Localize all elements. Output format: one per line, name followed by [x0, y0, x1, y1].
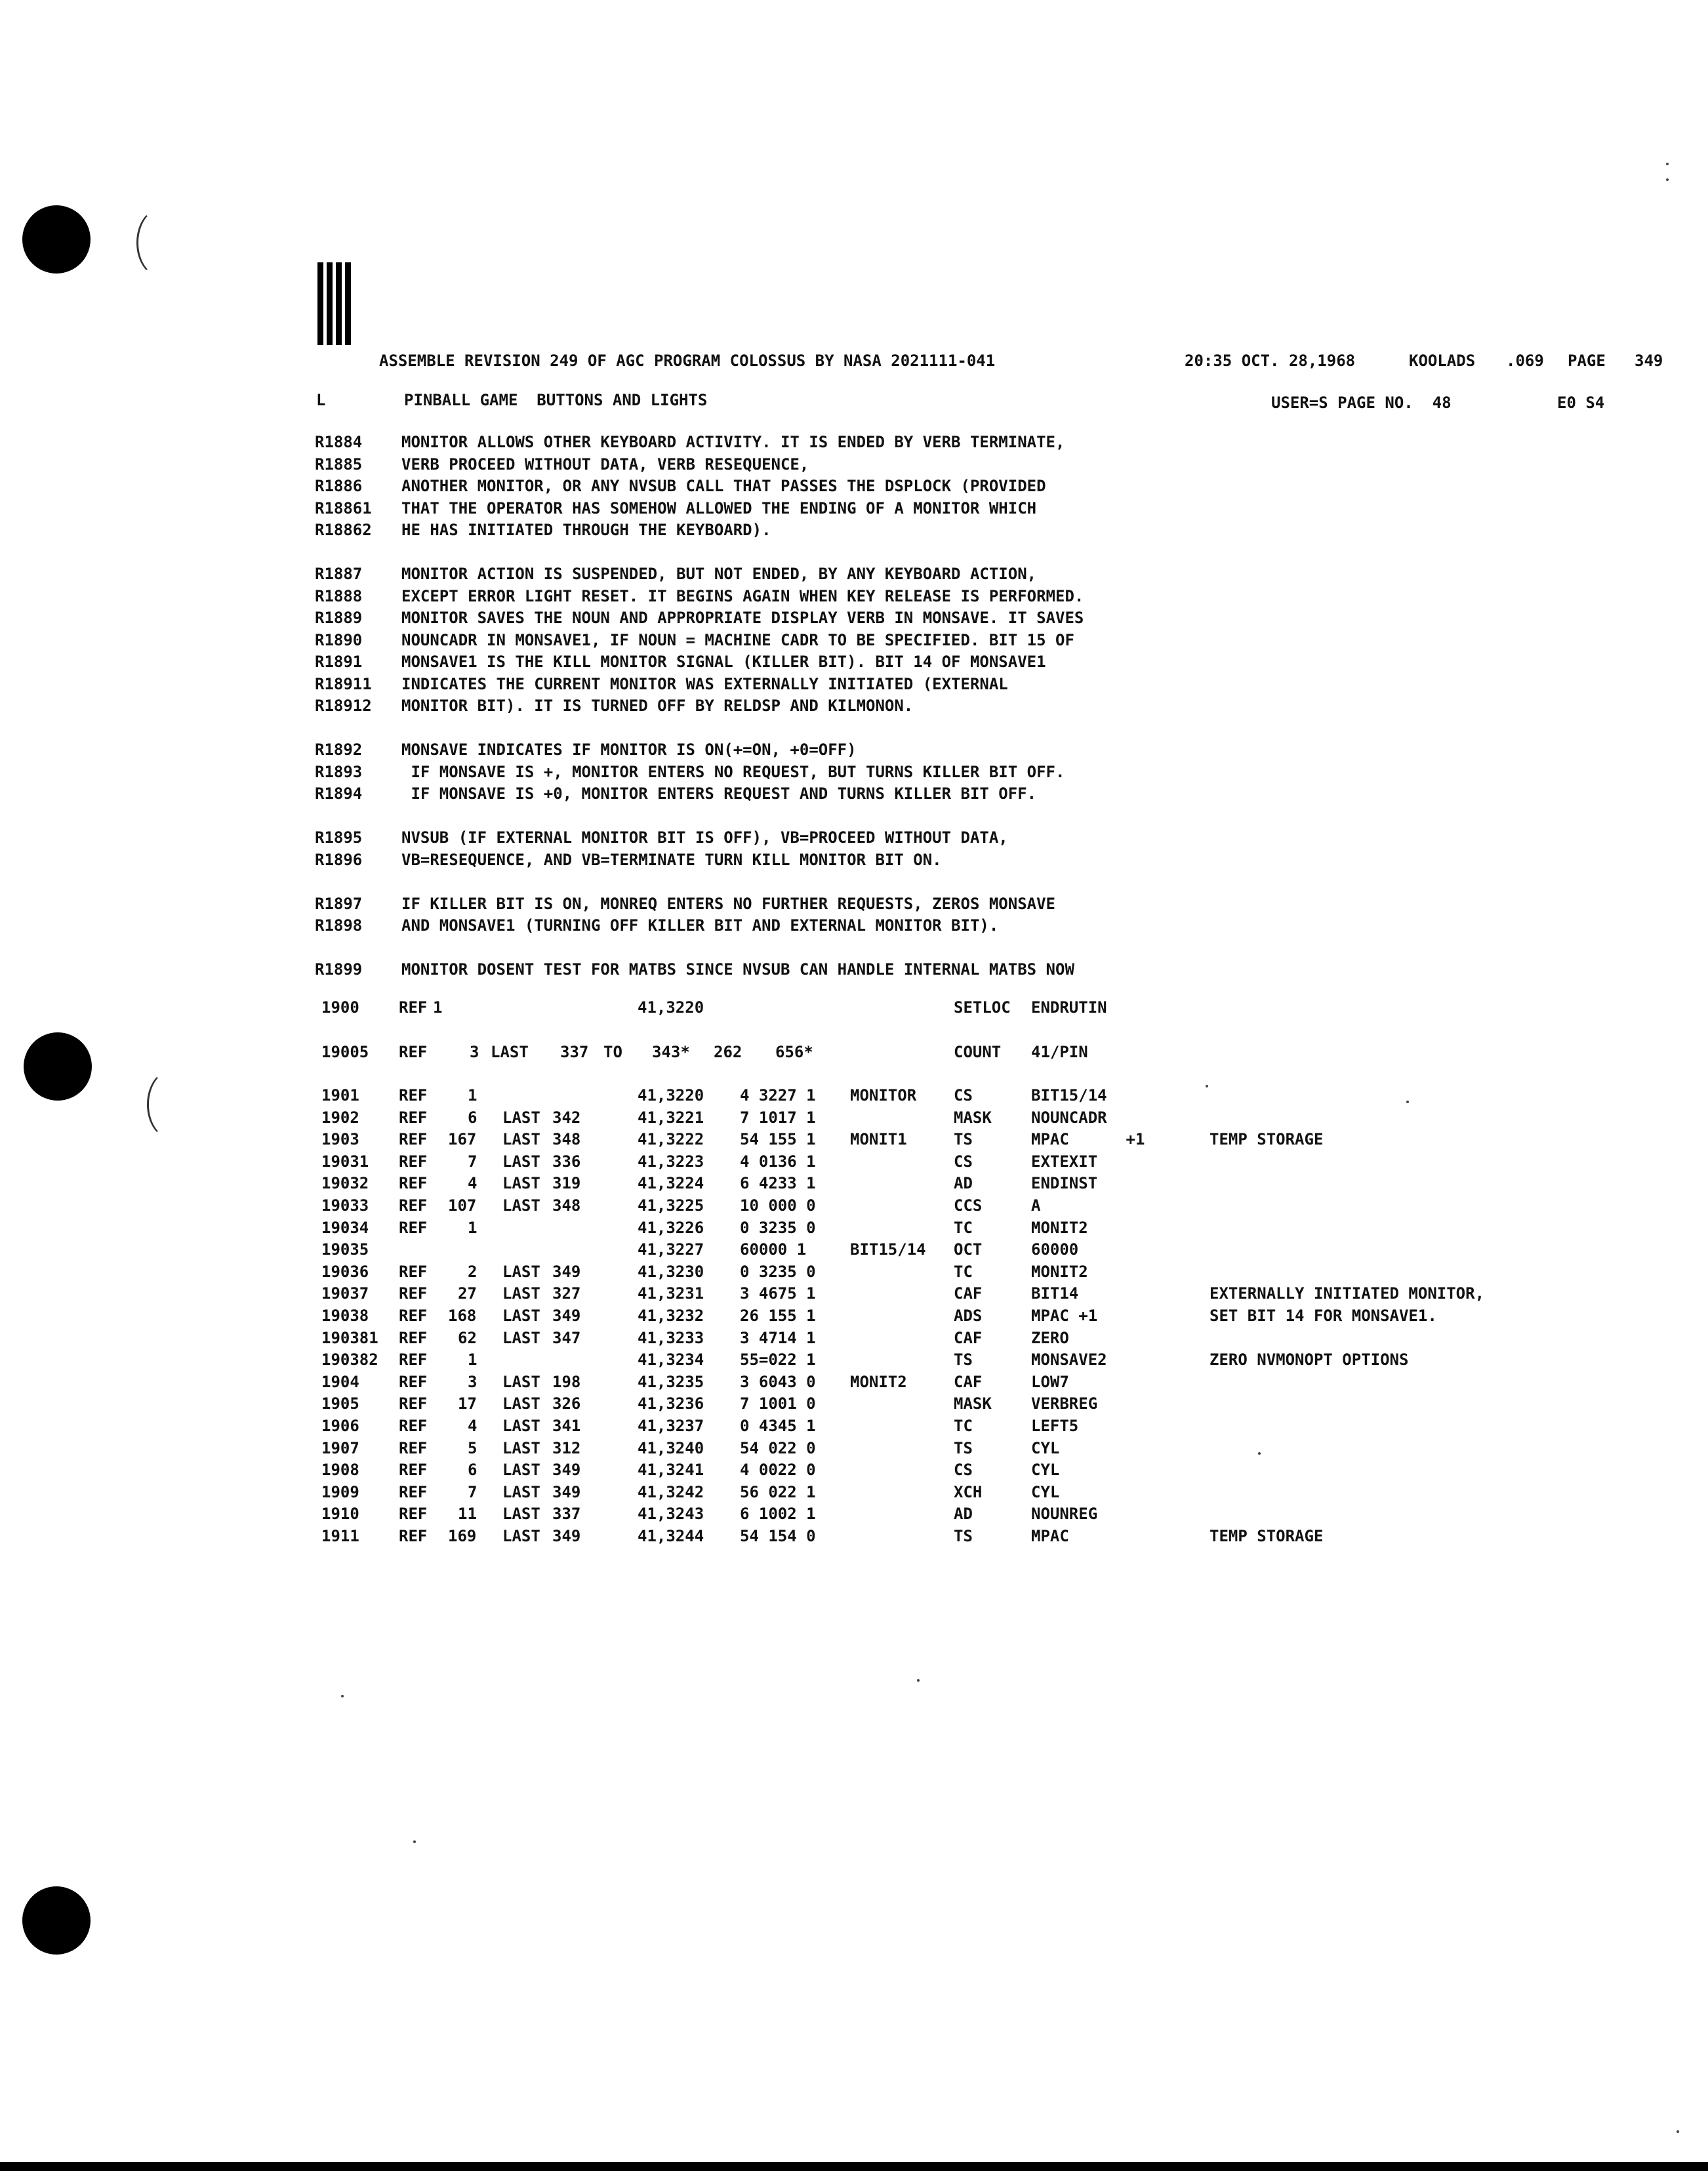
object-word: 10 000 0: [740, 1196, 816, 1215]
line-comment: ZERO NVMONOPT OPTIONS: [1210, 1350, 1409, 1369]
object-word: 26 155 1: [740, 1307, 816, 1325]
ref-tag: REF: [399, 1174, 428, 1192]
last-number: 336: [552, 1152, 581, 1171]
object-word: 3 6043 0: [740, 1373, 816, 1391]
last-tag: LAST: [502, 1174, 540, 1192]
ref-tag: REF: [399, 1284, 428, 1303]
comment-seq: R1889: [315, 609, 363, 627]
to-end: 656*: [775, 1043, 813, 1061]
object-word: 3 4675 1: [740, 1284, 816, 1303]
operand: MPAC: [1031, 1527, 1069, 1545]
comment-seq: R1892: [315, 741, 363, 759]
last-number: 342: [552, 1108, 581, 1127]
seq-number: 1905: [321, 1394, 359, 1413]
address: 41,3226: [638, 1219, 704, 1237]
opcode: AD: [954, 1174, 973, 1192]
table-row: [0, 1373, 1708, 1394]
scan-speck: [917, 1679, 920, 1682]
punch-hole-bottom: [22, 1886, 91, 1955]
last-number: 337: [560, 1043, 589, 1061]
ref-count: 4: [468, 1417, 478, 1435]
scan-speck: [1677, 2130, 1679, 2133]
operand: ENDRUTIN: [1031, 998, 1107, 1017]
comment-seq: R1899: [315, 960, 363, 979]
line-comment: EXTERNALLY INITIATED MONITOR,: [1210, 1284, 1485, 1303]
comment-seq: R1885: [315, 455, 363, 474]
operand: CYL: [1031, 1461, 1060, 1479]
address: 41,3237: [638, 1417, 704, 1435]
comment-seq: R18911: [315, 675, 372, 693]
address: 41,3225: [638, 1196, 704, 1215]
last-tag: LAST: [502, 1307, 540, 1325]
header-page-number: 349: [1635, 352, 1663, 370]
operand: BIT14: [1031, 1284, 1079, 1303]
ref-count: 7: [468, 1152, 478, 1171]
comment-seq: R1886: [315, 477, 363, 495]
object-word: 56 022 1: [740, 1483, 816, 1501]
last-number: 347: [552, 1329, 581, 1347]
object-word: 0 3235 0: [740, 1263, 816, 1281]
operand: ZERO: [1031, 1329, 1069, 1347]
line-comment: SET BIT 14 FOR MONSAVE1.: [1210, 1307, 1437, 1325]
address: 41,3230: [638, 1263, 704, 1281]
table-row: [0, 1219, 1708, 1240]
last-tag: LAST: [502, 1394, 540, 1413]
ref-tag: REF: [399, 1527, 428, 1545]
scan-speck: [1406, 1101, 1409, 1103]
ref-tag: REF: [399, 1417, 428, 1435]
operand: CYL: [1031, 1439, 1060, 1457]
opcode: TS: [954, 1350, 973, 1369]
last-number: 349: [552, 1307, 581, 1325]
table-row: [0, 1174, 1708, 1195]
comment-text: HE HAS INITIATED THROUGH THE KEYBOARD).: [401, 521, 771, 539]
table-row: [0, 1439, 1708, 1460]
comment-seq: R18861: [315, 499, 372, 517]
table-row: [0, 1329, 1708, 1350]
header-datetime: 20:35 OCT. 28,1968: [1185, 352, 1356, 370]
last-tag: LAST: [502, 1284, 540, 1303]
ref-count: 107: [448, 1196, 477, 1215]
object-word: 4 0136 1: [740, 1152, 816, 1171]
opcode: TC: [954, 1263, 973, 1281]
operand: ENDINST: [1031, 1174, 1098, 1192]
ref-tag: REF: [399, 1043, 428, 1061]
last-tag: LAST: [502, 1483, 540, 1501]
ref-count: 17: [458, 1394, 477, 1413]
ref-count: 27: [458, 1284, 477, 1303]
opcode: TS: [954, 1439, 973, 1457]
seq-number: 19005: [321, 1043, 369, 1061]
ref-tag: REF: [399, 1439, 428, 1457]
last-tag: LAST: [502, 1196, 540, 1215]
to-mid: 262: [714, 1043, 742, 1061]
last-number: 326: [552, 1394, 581, 1413]
opcode: ADS: [954, 1307, 983, 1325]
seq-number: 19035: [321, 1240, 369, 1259]
label: MONITOR: [850, 1086, 917, 1105]
ref-tag: REF: [399, 998, 428, 1017]
ref-count: 6: [468, 1461, 478, 1479]
address: 41,3231: [638, 1284, 704, 1303]
ref-tag: REF: [399, 1196, 428, 1215]
address: 41,3227: [638, 1240, 704, 1259]
header-page-label: PAGE: [1568, 352, 1606, 370]
operand: VERBREG: [1031, 1394, 1098, 1413]
last-tag: LAST: [491, 1043, 529, 1061]
ref-tag: REF: [399, 1505, 428, 1523]
address: 41,3220: [638, 1086, 704, 1105]
opcode: CS: [954, 1086, 973, 1105]
seq-number: 1903: [321, 1130, 359, 1148]
ref-count: 5: [468, 1439, 478, 1457]
address: 41,3243: [638, 1505, 704, 1523]
last-tag: LAST: [502, 1527, 540, 1545]
last-number: 348: [552, 1130, 581, 1148]
last-tag: LAST: [502, 1461, 540, 1479]
ref-tag: REF: [399, 1086, 428, 1105]
operand: LEFT5: [1031, 1417, 1079, 1435]
last-tag: LAST: [502, 1505, 540, 1523]
ref-tag: REF: [399, 1263, 428, 1281]
count-row: [0, 1043, 1708, 1064]
comment-text: INDICATES THE CURRENT MONITOR WAS EXTERNALLY INITIATED (EXTERNAL: [401, 675, 1008, 693]
scan-speck: [341, 1695, 344, 1697]
to-start: 343*: [652, 1043, 690, 1061]
table-row: [0, 1196, 1708, 1217]
object-word: 54 154 0: [740, 1527, 816, 1545]
page-bottom-edge: [0, 2162, 1708, 2171]
table-row: [0, 1284, 1708, 1305]
comment-text: IF KILLER BIT IS ON, MONREQ ENTERS NO FURTHER REQUESTS, ZEROS MONSAVE: [401, 895, 1055, 913]
address: 41,3233: [638, 1329, 704, 1347]
comment-seq: R18862: [315, 521, 372, 539]
last-tag: LAST: [502, 1152, 540, 1171]
ref-count: 7: [468, 1483, 478, 1501]
address: 41,3224: [638, 1174, 704, 1192]
comment-seq: R1896: [315, 851, 363, 869]
comment-text: IF MONSAVE IS +0, MONITOR ENTERS REQUEST AND TURNS KILLER BIT OFF.: [401, 784, 1037, 803]
seq-number: 1907: [321, 1439, 359, 1457]
opcode: COUNT: [954, 1043, 1002, 1061]
comment-text: ANOTHER MONITOR, OR ANY NVSUB CALL THAT PASSES THE DSPLOCK (PROVIDED: [401, 477, 1046, 495]
last-tag: LAST: [502, 1263, 540, 1281]
last-number: 349: [552, 1263, 581, 1281]
ref-count: 3: [470, 1043, 479, 1061]
ref-tag: REF: [399, 1461, 428, 1479]
last-number: 319: [552, 1174, 581, 1192]
seq-number: 19033: [321, 1196, 369, 1215]
operand: CYL: [1031, 1483, 1060, 1501]
address: 41,3240: [638, 1439, 704, 1457]
object-word: 0 4345 1: [740, 1417, 816, 1435]
opcode: XCH: [954, 1483, 983, 1501]
object-word: 4 0022 0: [740, 1461, 816, 1479]
object-word: 6 4233 1: [740, 1174, 816, 1192]
table-row: [0, 1350, 1708, 1371]
scan-speck: [1206, 1085, 1208, 1087]
comment-text: EXCEPT ERROR LIGHT RESET. IT BEGINS AGAIN WHEN KEY RELEASE IS PERFORMED.: [401, 587, 1084, 605]
seq-number: 1910: [321, 1505, 359, 1523]
seq-number: 1902: [321, 1108, 359, 1127]
opcode: TC: [954, 1417, 973, 1435]
comment-text: AND MONSAVE1 (TURNING OFF KILLER BIT AND EXTERNAL MONITOR BIT).: [401, 916, 999, 935]
label: BIT15/14: [850, 1240, 926, 1259]
comment-text: NOUNCADR IN MONSAVE1, IF NOUN = MACHINE CADR TO BE SPECIFIED. BIT 15 OF: [401, 631, 1074, 649]
comment-seq: R1890: [315, 631, 363, 649]
operand: NOUNCADR: [1031, 1108, 1107, 1127]
ref-count: 168: [448, 1307, 477, 1325]
address: 41,3242: [638, 1483, 704, 1501]
ref-count: 4: [468, 1174, 478, 1192]
object-word: 6 1002 1: [740, 1505, 816, 1523]
opcode: TS: [954, 1130, 973, 1148]
seq-number: 1906: [321, 1417, 359, 1435]
opcode: MASK: [954, 1394, 992, 1413]
seq-number: 19036: [321, 1263, 369, 1281]
object-word: 54 155 1: [740, 1130, 816, 1148]
comment-text: MONITOR BIT). IT IS TURNED OFF BY RELDSP AND KILMONON.: [401, 697, 914, 715]
ref-count: 1: [468, 1086, 478, 1105]
table-row: [0, 1505, 1708, 1526]
object-word: 7 1001 0: [740, 1394, 816, 1413]
header-title: ASSEMBLE REVISION 249 OF AGC PROGRAM COLOSSUS BY NASA 2021111-041: [379, 352, 996, 370]
ref-tag: REF: [399, 1350, 428, 1369]
ref-tag: REF: [399, 1394, 428, 1413]
opcode: TC: [954, 1219, 973, 1237]
setloc-row: [0, 998, 1708, 1019]
label: MONIT2: [850, 1373, 907, 1391]
object-word: 54 022 0: [740, 1439, 816, 1457]
comment-text: THAT THE OPERATOR HAS SOMEHOW ALLOWED THE ENDING OF A MONITOR WHICH: [401, 499, 1037, 517]
last-tag: LAST: [502, 1130, 540, 1148]
comment-seq: R1895: [315, 828, 363, 847]
user-page: USER=S PAGE NO. 48: [1271, 394, 1452, 412]
comment-text: MONSAVE1 IS THE KILL MONITOR SIGNAL (KILLER BIT). BIT 14 OF MONSAVE1: [401, 653, 1046, 671]
last-number: 312: [552, 1439, 581, 1457]
comment-text: IF MONSAVE IS +, MONITOR ENTERS NO REQUEST, BUT TURNS KILLER BIT OFF.: [401, 763, 1065, 781]
last-tag: LAST: [502, 1439, 540, 1457]
comment-seq: R1891: [315, 653, 363, 671]
address: 41,3234: [638, 1350, 704, 1369]
line-comment: TEMP STORAGE: [1210, 1527, 1324, 1545]
punch-hole-arc-top: [136, 209, 184, 277]
last-number: 198: [552, 1373, 581, 1391]
object-word: 60000 1: [740, 1240, 807, 1259]
ref-tag: REF: [399, 1219, 428, 1237]
last-number: 337: [552, 1505, 581, 1523]
comment-text: MONITOR DOSENT TEST FOR MATBS SINCE NVSUB CAN HANDLE INTERNAL MATBS NOW: [401, 960, 1074, 979]
seq-number: 190381: [321, 1329, 378, 1347]
comment-text: NVSUB (IF EXTERNAL MONITOR BIT IS OFF), VB=PROCEED WITHOUT DATA,: [401, 828, 1008, 847]
label: MONIT1: [850, 1130, 907, 1148]
opcode: SETLOC: [954, 998, 1011, 1017]
comment-seq: R1894: [315, 784, 363, 803]
table-row: [0, 1527, 1708, 1548]
comment-seq: R1893: [315, 763, 363, 781]
last-number: 327: [552, 1284, 581, 1303]
opcode: AD: [954, 1505, 973, 1523]
tab-marker: [317, 262, 358, 345]
table-row: [0, 1152, 1708, 1173]
opcode: CAF: [954, 1373, 983, 1391]
comment-text: MONITOR SAVES THE NOUN AND APPROPRIATE DISPLAY VERB IN MONSAVE. IT SAVES: [401, 609, 1084, 627]
seq-number: 1908: [321, 1461, 359, 1479]
address: 41,3236: [638, 1394, 704, 1413]
comment-seq: R1884: [315, 433, 363, 451]
ref-count: 2: [468, 1263, 478, 1281]
seq-number: 1911: [321, 1527, 359, 1545]
address: 41,3244: [638, 1527, 704, 1545]
seq-number: 1900: [321, 998, 359, 1017]
table-row: [0, 1108, 1708, 1129]
address: 41,3232: [638, 1307, 704, 1325]
address: 41,3241: [638, 1461, 704, 1479]
address: 41,3220: [638, 998, 704, 1017]
opcode: CS: [954, 1461, 973, 1479]
object-word: 7 1017 1: [740, 1108, 816, 1127]
last-tag: LAST: [502, 1329, 540, 1347]
address: 41,3222: [638, 1130, 704, 1148]
table-row: [0, 1417, 1708, 1438]
punch-hole-top: [22, 205, 91, 274]
seq-number: 190382: [321, 1350, 378, 1369]
scan-speck: [1258, 1452, 1261, 1455]
comment-text: MONITOR ALLOWS OTHER KEYBOARD ACTIVITY. IT IS ENDED BY VERB TERMINATE,: [401, 433, 1065, 451]
last-number: 349: [552, 1483, 581, 1501]
ref-tag: REF: [399, 1152, 428, 1171]
table-row: [0, 1086, 1708, 1107]
comment-text: MONSAVE INDICATES IF MONITOR IS ON(+=ON, +0=OFF): [401, 741, 857, 759]
to-tag: TO: [603, 1043, 622, 1061]
table-row: [0, 1461, 1708, 1482]
table-row: [0, 1307, 1708, 1328]
comment-seq: R1888: [315, 587, 363, 605]
ref-count: 11: [458, 1505, 477, 1523]
header-code: .069: [1506, 352, 1544, 370]
object-word: 3 4714 1: [740, 1329, 816, 1347]
operand: MPAC +1: [1031, 1307, 1098, 1325]
operand: NOUNREG: [1031, 1505, 1098, 1523]
ref-tag: REF: [399, 1307, 428, 1325]
seq-number: 19034: [321, 1219, 369, 1237]
opcode: TS: [954, 1527, 973, 1545]
opcode: MASK: [954, 1108, 992, 1127]
ref-count: 6: [468, 1108, 478, 1127]
last-tag: LAST: [502, 1417, 540, 1435]
table-row: [0, 1240, 1708, 1261]
ref-count: 3: [468, 1373, 478, 1391]
ref-tag: REF: [399, 1483, 428, 1501]
scan-speck: [1666, 178, 1669, 181]
operand: MONIT2: [1031, 1263, 1088, 1281]
seq-number: 19038: [321, 1307, 369, 1325]
opcode: CAF: [954, 1329, 983, 1347]
operand: LOW7: [1031, 1373, 1069, 1391]
comment-seq: R1887: [315, 565, 363, 583]
opcode: OCT: [954, 1240, 983, 1259]
operand: MONSAVE2: [1031, 1350, 1107, 1369]
opcode: CS: [954, 1152, 973, 1171]
last-number: 341: [552, 1417, 581, 1435]
address: 41,3235: [638, 1373, 704, 1391]
ref-count: 169: [448, 1527, 477, 1545]
operand: A: [1031, 1196, 1041, 1215]
operand: MPAC +1: [1031, 1130, 1145, 1148]
object-word: 4 3227 1: [740, 1086, 816, 1105]
section-flag: L: [316, 391, 326, 409]
ref-count: 167: [448, 1130, 477, 1148]
operand: EXTEXIT: [1031, 1152, 1098, 1171]
table-row: [0, 1394, 1708, 1415]
last-number: 349: [552, 1527, 581, 1545]
ref-count: 1: [433, 998, 443, 1017]
comment-seq: R18912: [315, 697, 372, 715]
address: 41,3223: [638, 1152, 704, 1171]
comment-seq: R1898: [315, 916, 363, 935]
operand: 60000: [1031, 1240, 1079, 1259]
sheet-code: E0 S4: [1557, 394, 1605, 412]
seq-number: 19031: [321, 1152, 369, 1171]
comment-text: VB=RESEQUENCE, AND VB=TERMINATE TURN KILL MONITOR BIT ON.: [401, 851, 942, 869]
address: 41,3221: [638, 1108, 704, 1127]
table-row: [0, 1483, 1708, 1504]
seq-number: 1904: [321, 1373, 359, 1391]
comment-seq: R1897: [315, 895, 363, 913]
operand: MONIT2: [1031, 1219, 1088, 1237]
table-row: [0, 1263, 1708, 1284]
section-title: PINBALL GAME BUTTONS AND LIGHTS: [404, 391, 708, 409]
last-number: 349: [552, 1461, 581, 1479]
last-tag: LAST: [502, 1373, 540, 1391]
line-comment: TEMP STORAGE: [1210, 1130, 1324, 1148]
ref-count: 1: [468, 1350, 478, 1369]
scan-speck: [1666, 163, 1669, 165]
opcode: CCS: [954, 1196, 983, 1215]
ref-tag: REF: [399, 1329, 428, 1347]
last-number: 348: [552, 1196, 581, 1215]
table-row: [0, 1130, 1708, 1151]
object-word: 0 3235 0: [740, 1219, 816, 1237]
ref-tag: REF: [399, 1373, 428, 1391]
last-tag: LAST: [502, 1108, 540, 1127]
comment-text: VERB PROCEED WITHOUT DATA, VERB RESEQUENCE,: [401, 455, 809, 474]
seq-number: 19032: [321, 1174, 369, 1192]
comment-text: MONITOR ACTION IS SUSPENDED, BUT NOT ENDED, BY ANY KEYBOARD ACTION,: [401, 565, 1037, 583]
ref-count: 62: [458, 1329, 477, 1347]
operand: 41/PIN: [1031, 1043, 1088, 1061]
operand: BIT15/14: [1031, 1086, 1107, 1105]
ref-tag: REF: [399, 1130, 428, 1148]
opcode: CAF: [954, 1284, 983, 1303]
ref-tag: REF: [399, 1108, 428, 1127]
seq-number: 19037: [321, 1284, 369, 1303]
seq-number: 1909: [321, 1483, 359, 1501]
ref-count: 1: [468, 1219, 478, 1237]
header-user: KOOLADS: [1409, 352, 1476, 370]
scan-speck: [413, 1840, 416, 1843]
object-word: 55=022 1: [740, 1350, 816, 1369]
seq-number: 1901: [321, 1086, 359, 1105]
